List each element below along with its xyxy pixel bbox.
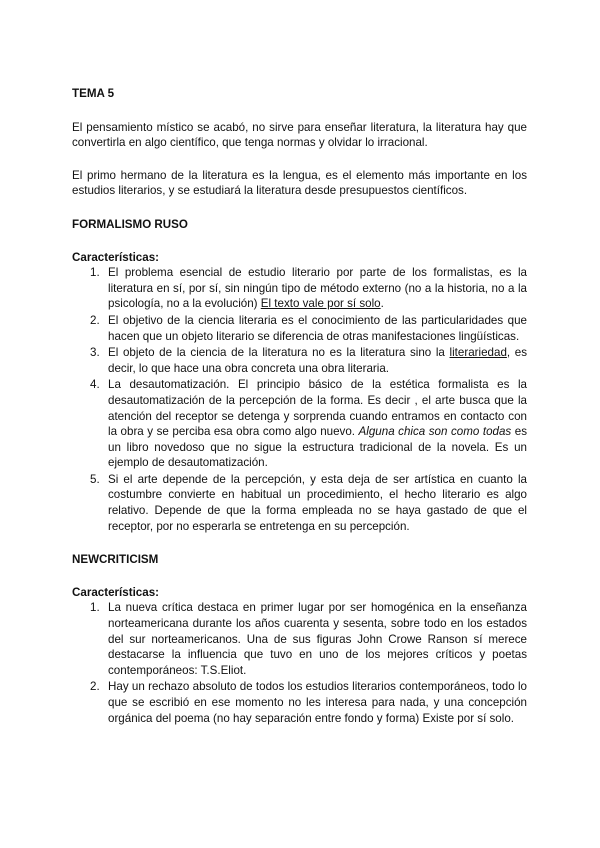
intro-paragraph-2: El primo hermano de la literatura es la lengua, es el elemento más importante en los estudios literarios, y se estudiará la literatura desde presupuestos científicos.: [72, 168, 527, 198]
list-item: 3. El objeto de la ciencia de la literatura no es la literatura sino la literariedad, es decir, lo que hace una obra concreta una obra literaria.: [90, 346, 528, 375]
section-subheading-caracteristicas-2: Características:: [72, 585, 160, 599]
list-item: 4. La desautomatización. El principio básico de la estética formalista es la desautomatización de la percepción de la forma. Es decir , el arte busca que la atención del receptor se detenga y sorprenda cuando entramos en contacto con la obra y se perciba esa obra como algo nuevo. Alguna chica son como todas es un libro novedoso que no sigue la estructura tradicional de la novela. Es un ejemplo de desautomatización.: [90, 378, 528, 470]
section-subheading-caracteristicas-1: Características:: [72, 250, 160, 264]
underlined-phrase: El texto vale por sí solo: [260, 297, 381, 311]
intro-paragraph-1: El pensamiento místico se acabó, no sirve para enseñar literatura, la literatura hay que convertirla en algo científico, que tenga normas y olvidar lo irracional.: [72, 120, 527, 150]
list-item: 2. El objetivo de la ciencia literaria es el conocimiento de las particularidades que hacen que un objeto literario se diferencia de otras manifestaciones lingüísticas.: [90, 313, 527, 343]
list-item: 5. Si el arte depende de la percepción, y esta deja de ser artística en cuanto la costumbre convierte en habitual un procedimiento, el hecho literario es algo relativo. Depende de que la forma empleada no se haya gastado de que el receptor, por no esperarla se entretenga en su percepción.: [90, 472, 527, 533]
list-formalismo: [72, 265, 527, 534]
book-title: Alguna chica son como todas: [358, 425, 512, 439]
list-item: 1. La nueva crítica destaca en primer lugar por ser homogénica en la enseñanza norteamericana durante los años cuarenta y sesenta, sobre todo en los estados del sur norteamericanos. Una de sus figuras John Crowe Ranson sí merece destacarse la influencia que tuvo en uno de los mejores críticos y poetas contemporáneos: T.S.Eliot.: [90, 601, 527, 677]
underlined-term: literariedad: [449, 346, 507, 360]
list-newcriticism: [72, 600, 527, 726]
document-page: [72, 86, 527, 727]
list-item: 2. Hay un rechazo absoluto de todos los estudios literarios contemporáneos, todo lo que se escribió en ese momento no les interesa para nada, y una concepción orgánica del poema (no hay separación entre fondo y forma) Existe por sí solo.: [90, 680, 527, 725]
page-title: TEMA 5: [72, 87, 115, 100]
list-item: 1. El problema esencial de estudio literario por parte de los formalistas, es la literatura en sí, por sí, sin ningún tipo de método externo (no a la historia, no a la psicología, no a la evolución) El texto vale por sí solo.: [90, 266, 527, 311]
section-heading-formalismo: FORMALISMO RUSO: [72, 217, 188, 231]
section-heading-newcriticism: NEWCRITICISM: [72, 553, 159, 567]
